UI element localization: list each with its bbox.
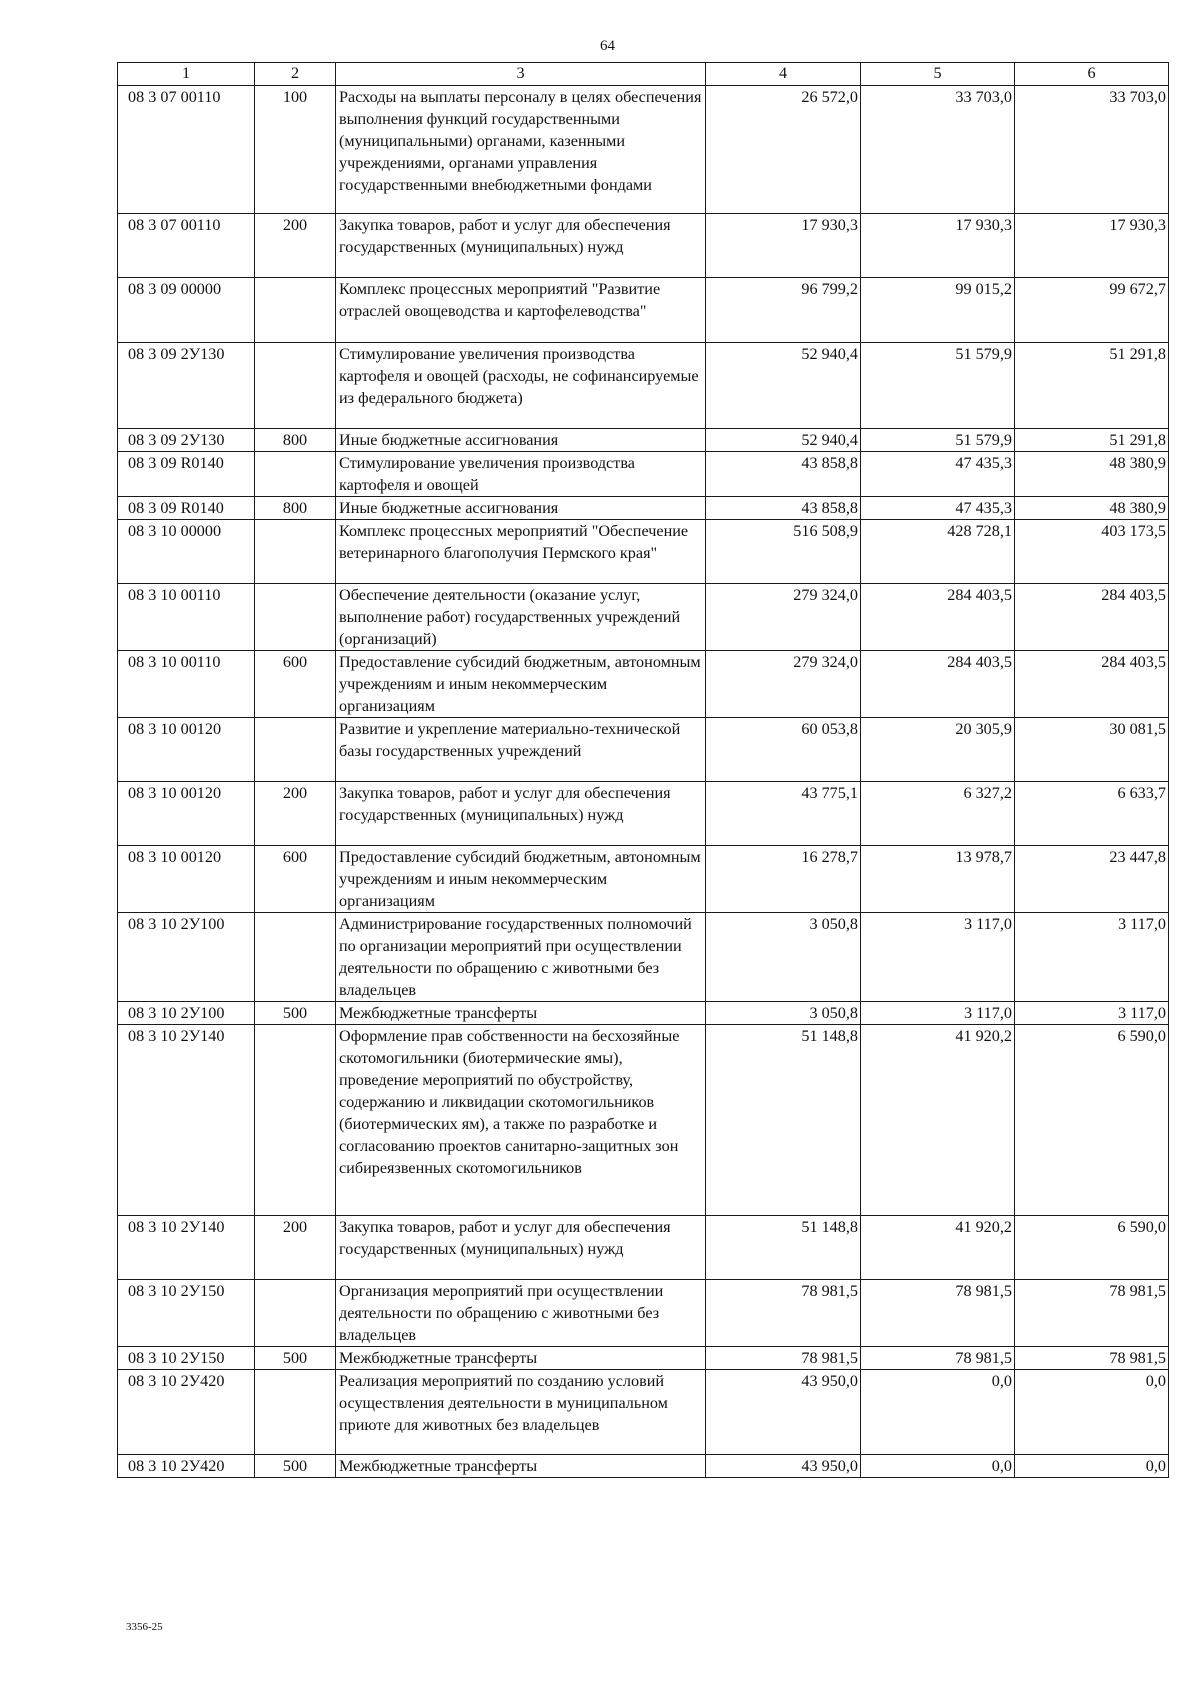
amount-col5-cell: 33 703,0 (861, 86, 1015, 214)
amount-col6-cell: 23 447,8 (1015, 846, 1169, 913)
kbk-code-cell: 08 3 10 00000 (118, 520, 255, 584)
amount-col5-cell: 47 435,3 (861, 497, 1015, 520)
column-header-6: 6 (1015, 63, 1169, 86)
item-name-cell: Стимулирование увеличения производства картофеля и овощей (336, 452, 706, 497)
table-row (118, 520, 1169, 584)
kbk-code-cell: 08 3 10 00110 (118, 651, 255, 718)
table-row (118, 584, 1169, 651)
kbk-code-cell: 08 3 09 2У130 (118, 343, 255, 429)
kbk-code-cell: 08 3 09 R0140 (118, 452, 255, 497)
document-code: 3356-25 (126, 1621, 163, 1633)
expense-type-cell (255, 278, 336, 343)
amount-col5-cell: 99 015,2 (861, 278, 1015, 343)
kbk-code-cell: 08 3 10 00120 (118, 846, 255, 913)
page-number: 64 (600, 38, 615, 54)
expense-type-cell: 100 (255, 86, 336, 214)
amount-col5-cell: 47 435,3 (861, 452, 1015, 497)
table-row (118, 846, 1169, 913)
item-name-cell: Реализация мероприятий по созданию условий осуществления деятельности в муниципальном приюте для животных без владельцев (336, 1370, 706, 1455)
amount-col5-cell: 3 117,0 (861, 913, 1015, 1002)
item-name-cell: Расходы на выплаты персоналу в целях обеспечения выполнения функций государственными (муниципальными) органами, казенными учреждениями, органами управления государственными внебюджетными фондами (336, 86, 706, 214)
amount-col4-cell: 43 775,1 (706, 782, 861, 846)
amount-col5-cell: 284 403,5 (861, 651, 1015, 718)
expense-type-cell: 200 (255, 1216, 336, 1280)
amount-col5-cell: 284 403,5 (861, 584, 1015, 651)
amount-col4-cell: 51 148,8 (706, 1216, 861, 1280)
table-header-row (118, 63, 1169, 86)
amount-col6-cell: 48 380,9 (1015, 497, 1169, 520)
amount-col4-cell: 3 050,8 (706, 913, 861, 1002)
expense-type-cell (255, 1025, 336, 1216)
table-row (118, 429, 1169, 452)
column-header-5: 5 (861, 63, 1015, 86)
expense-type-cell: 800 (255, 429, 336, 452)
amount-col5-cell: 41 920,2 (861, 1216, 1015, 1280)
table-row (118, 1370, 1169, 1455)
item-name-cell: Закупка товаров, работ и услуг для обеспечения государственных (муниципальных) нужд (336, 782, 706, 846)
amount-col6-cell: 3 117,0 (1015, 913, 1169, 1002)
expense-type-cell: 600 (255, 651, 336, 718)
item-name-cell: Обеспечение деятельности (оказание услуг, выполнение работ) государственных учреждений (организаций) (336, 584, 706, 651)
amount-col4-cell: 43 858,8 (706, 497, 861, 520)
amount-col5-cell: 0,0 (861, 1455, 1015, 1478)
table-row (118, 1002, 1169, 1025)
column-header-3: 3 (336, 63, 706, 86)
table-row (118, 343, 1169, 429)
item-name-cell: Развитие и укрепление материально-технической базы государственных учреждений (336, 718, 706, 782)
item-name-cell: Организация мероприятий при осуществлении деятельности по обращению с животными без владельцев (336, 1280, 706, 1347)
amount-col4-cell: 78 981,5 (706, 1347, 861, 1370)
amount-col4-cell: 16 278,7 (706, 846, 861, 913)
amount-col4-cell: 43 858,8 (706, 452, 861, 497)
table-row (118, 1025, 1169, 1216)
kbk-code-cell: 08 3 10 2У420 (118, 1455, 255, 1478)
item-name-cell: Оформление прав собственности на бесхозяйные скотомогильники (биотермические ямы), проведение мероприятий по обустройству, содержанию и ликвидации скотомогильников (биотермических ям), а также по разработке и согласованию проектов санитарно-защитных зон сибиреязвенных скотомогильников (336, 1025, 706, 1216)
amount-col4-cell: 279 324,0 (706, 584, 861, 651)
amount-col6-cell: 17 930,3 (1015, 214, 1169, 278)
item-name-cell: Закупка товаров, работ и услуг для обеспечения государственных (муниципальных) нужд (336, 1216, 706, 1280)
table-row (118, 497, 1169, 520)
table-row (118, 1347, 1169, 1370)
table-row (118, 452, 1169, 497)
amount-col4-cell: 51 148,8 (706, 1025, 861, 1216)
expense-type-cell (255, 718, 336, 782)
amount-col5-cell: 17 930,3 (861, 214, 1015, 278)
amount-col4-cell: 96 799,2 (706, 278, 861, 343)
table-row (118, 278, 1169, 343)
expense-type-cell: 600 (255, 846, 336, 913)
column-header-4: 4 (706, 63, 861, 86)
budget-table (117, 62, 1169, 1478)
kbk-code-cell: 08 3 10 2У140 (118, 1216, 255, 1280)
expense-type-cell (255, 1370, 336, 1455)
item-name-cell: Закупка товаров, работ и услуг для обеспечения государственных (муниципальных) нужд (336, 214, 706, 278)
amount-col6-cell: 78 981,5 (1015, 1347, 1169, 1370)
amount-col6-cell: 78 981,5 (1015, 1280, 1169, 1347)
amount-col5-cell: 51 579,9 (861, 429, 1015, 452)
expense-type-cell (255, 520, 336, 584)
column-header-2: 2 (255, 63, 336, 86)
item-name-cell: Межбюджетные трансферты (336, 1347, 706, 1370)
amount-col5-cell: 0,0 (861, 1370, 1015, 1455)
amount-col5-cell: 20 305,9 (861, 718, 1015, 782)
item-name-cell: Иные бюджетные ассигнования (336, 497, 706, 520)
expense-type-cell (255, 452, 336, 497)
kbk-code-cell: 08 3 09 2У130 (118, 429, 255, 452)
table-row (118, 913, 1169, 1002)
kbk-code-cell: 08 3 09 00000 (118, 278, 255, 343)
item-name-cell: Комплекс процессных мероприятий "Развитие отраслей овощеводства и картофелеводства" (336, 278, 706, 343)
amount-col6-cell: 0,0 (1015, 1455, 1169, 1478)
table-row (118, 214, 1169, 278)
amount-col6-cell: 99 672,7 (1015, 278, 1169, 343)
expense-type-cell: 500 (255, 1002, 336, 1025)
amount-col5-cell: 6 327,2 (861, 782, 1015, 846)
amount-col4-cell: 43 950,0 (706, 1455, 861, 1478)
item-name-cell: Администрирование государственных полномочий по организации мероприятий при осуществлении деятельности по обращению с животными без владельцев (336, 913, 706, 1002)
amount-col6-cell: 48 380,9 (1015, 452, 1169, 497)
amount-col6-cell: 403 173,5 (1015, 520, 1169, 584)
amount-col4-cell: 60 053,8 (706, 718, 861, 782)
kbk-code-cell: 08 3 10 00120 (118, 718, 255, 782)
kbk-code-cell: 08 3 10 2У140 (118, 1025, 255, 1216)
amount-col6-cell: 0,0 (1015, 1370, 1169, 1455)
kbk-code-cell: 08 3 10 2У100 (118, 913, 255, 1002)
amount-col6-cell: 284 403,5 (1015, 651, 1169, 718)
table-row (118, 86, 1169, 214)
amount-col6-cell: 33 703,0 (1015, 86, 1169, 214)
amount-col4-cell: 17 930,3 (706, 214, 861, 278)
table-row (118, 1280, 1169, 1347)
item-name-cell: Межбюджетные трансферты (336, 1002, 706, 1025)
item-name-cell: Межбюджетные трансферты (336, 1455, 706, 1478)
amount-col6-cell: 6 633,7 (1015, 782, 1169, 846)
kbk-code-cell: 08 3 09 R0140 (118, 497, 255, 520)
kbk-code-cell: 08 3 07 00110 (118, 214, 255, 278)
expense-type-cell: 800 (255, 497, 336, 520)
amount-col5-cell: 78 981,5 (861, 1280, 1015, 1347)
amount-col6-cell: 6 590,0 (1015, 1025, 1169, 1216)
amount-col6-cell: 51 291,8 (1015, 429, 1169, 452)
amount-col5-cell: 3 117,0 (861, 1002, 1015, 1025)
table-row (118, 651, 1169, 718)
amount-col5-cell: 78 981,5 (861, 1347, 1015, 1370)
table-row (118, 782, 1169, 846)
kbk-code-cell: 08 3 10 00120 (118, 782, 255, 846)
amount-col4-cell: 52 940,4 (706, 343, 861, 429)
column-header-1: 1 (118, 63, 255, 86)
kbk-code-cell: 08 3 07 00110 (118, 86, 255, 214)
item-name-cell: Предоставление субсидий бюджетным, автономным учреждениям и иным некоммерческим организациям (336, 651, 706, 718)
amount-col4-cell: 26 572,0 (706, 86, 861, 214)
item-name-cell: Комплекс процессных мероприятий "Обеспечение ветеринарного благополучия Пермского края" (336, 520, 706, 584)
expense-type-cell: 200 (255, 214, 336, 278)
amount-col5-cell: 428 728,1 (861, 520, 1015, 584)
kbk-code-cell: 08 3 10 2У100 (118, 1002, 255, 1025)
item-name-cell: Иные бюджетные ассигнования (336, 429, 706, 452)
kbk-code-cell: 08 3 10 2У150 (118, 1347, 255, 1370)
item-name-cell: Стимулирование увеличения производства картофеля и овощей (расходы, не софинансируемые из федерального бюджета) (336, 343, 706, 429)
kbk-code-cell: 08 3 10 2У150 (118, 1280, 255, 1347)
kbk-code-cell: 08 3 10 00110 (118, 584, 255, 651)
table-row (118, 1216, 1169, 1280)
amount-col4-cell: 516 508,9 (706, 520, 861, 584)
expense-type-cell (255, 584, 336, 651)
amount-col4-cell: 52 940,4 (706, 429, 861, 452)
item-name-cell: Предоставление субсидий бюджетным, автономным учреждениям и иным некоммерческим организациям (336, 846, 706, 913)
amount-col4-cell: 43 950,0 (706, 1370, 861, 1455)
expense-type-cell (255, 913, 336, 1002)
table-row (118, 1455, 1169, 1478)
amount-col6-cell: 6 590,0 (1015, 1216, 1169, 1280)
amount-col4-cell: 3 050,8 (706, 1002, 861, 1025)
expense-type-cell (255, 1280, 336, 1347)
amount-col6-cell: 51 291,8 (1015, 343, 1169, 429)
table-row (118, 718, 1169, 782)
amount-col6-cell: 30 081,5 (1015, 718, 1169, 782)
kbk-code-cell: 08 3 10 2У420 (118, 1370, 255, 1455)
amount-col4-cell: 279 324,0 (706, 651, 861, 718)
expense-type-cell: 500 (255, 1347, 336, 1370)
amount-col6-cell: 284 403,5 (1015, 584, 1169, 651)
expense-type-cell: 500 (255, 1455, 336, 1478)
expense-type-cell (255, 343, 336, 429)
amount-col5-cell: 41 920,2 (861, 1025, 1015, 1216)
amount-col4-cell: 78 981,5 (706, 1280, 861, 1347)
amount-col5-cell: 51 579,9 (861, 343, 1015, 429)
amount-col6-cell: 3 117,0 (1015, 1002, 1169, 1025)
expense-type-cell: 200 (255, 782, 336, 846)
amount-col5-cell: 13 978,7 (861, 846, 1015, 913)
